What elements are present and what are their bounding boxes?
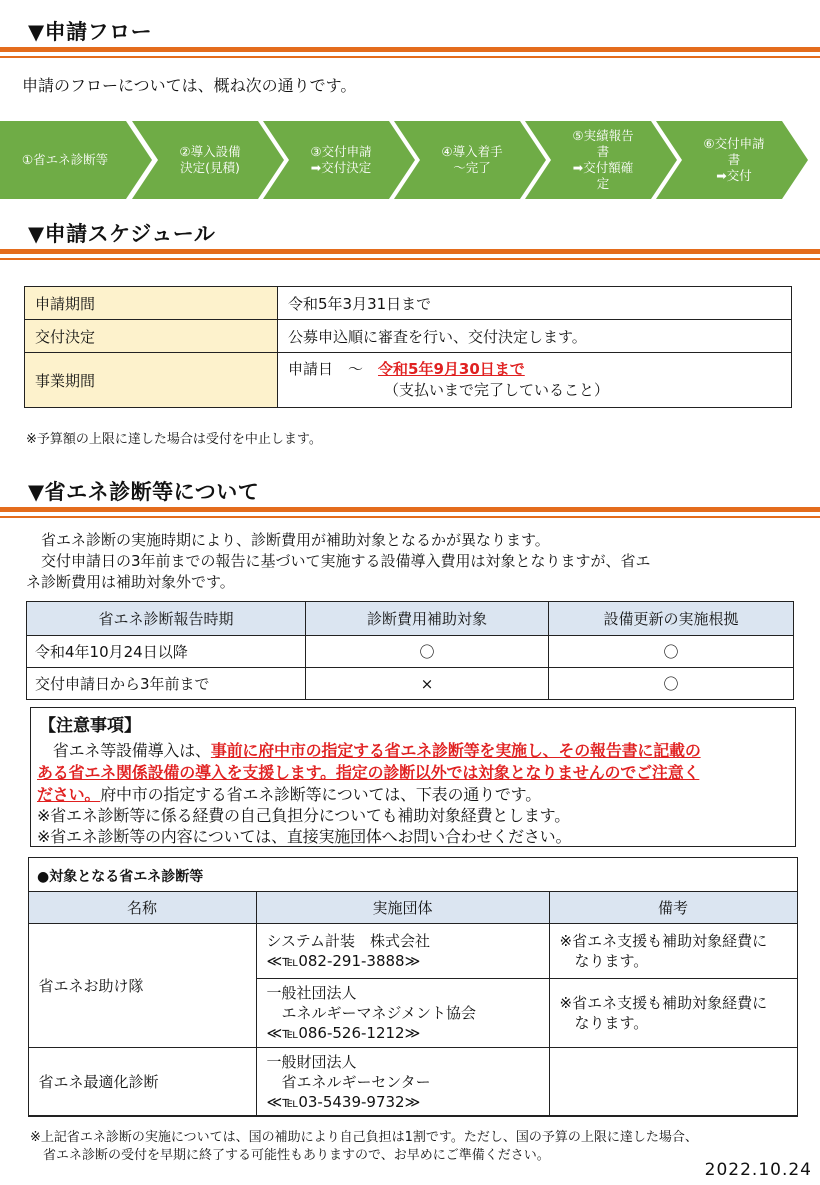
heading-rule [0,47,820,52]
notice-line [37,738,701,761]
schedule-table [24,286,792,408]
diagnosis-paragraph: 省エネ診断の実施時期により、診断費用が補助対象となるかが異なります。 [26,531,550,549]
table-cell: × [306,668,549,700]
column-header: 設備更新の実施根拠 [549,602,794,636]
diagnosis-paragraph: ネ診断費用は補助対象外です。 [26,573,235,591]
table-row [28,924,797,979]
target-table [28,891,798,1117]
column-header: 診断費用補助対象 [306,602,549,636]
notice-title: 【注意事項】 [39,716,141,736]
schedule-label: 申請期間 [25,287,278,320]
table-row [27,636,794,668]
heading-rule [0,516,820,518]
table-row [27,668,794,700]
column-header: 名称 [28,892,256,924]
org-contact: 一般社団法人 エネルギーマネジメント協会 ≪℡086-526-1212≫ [256,979,549,1048]
flow-step-label: ①省エネ診断等 [21,152,109,167]
section-heading-flow: ▼申請フロー [28,20,153,44]
notice-line: ※省エネ診断等の内容については、直接実施団体へお問い合わせください。 [37,827,572,846]
notice-text: 省エネ等設備導入は、 [37,741,211,760]
period-note: （支払いまで完了していること） [384,381,610,399]
notice-emphasis: ある省エネ関係設備の導入を支援します。指定の診断以外では対象となりませんのでご注意く [37,763,700,782]
table-header-row [28,892,797,924]
table-row [25,287,792,320]
flow-step-label: ④導入着手 ～完了 [441,144,503,175]
flow-step-label: ⑤実績報告 書 ➡交付額確 定 [572,128,634,191]
heading-rule [0,258,820,260]
org-contact: 一般財団法人 省エネルギーセンター ≪℡03-5439-9732≫ [256,1048,549,1117]
schedule-label: 事業期間 [25,353,278,408]
footnote: 省エネ診断の受付を早期に終了する可能性もありますので、お早めにご準備ください。 [30,1148,550,1163]
flow-step-label: ⑥交付申請 書 ➡交付 [703,136,765,183]
notice-line: ※省エネ診断等に係る経費の自己負担分についても補助対象経費とします。 [37,806,571,825]
target-caption: ●対象となる省エネ診断等 [37,869,204,885]
schedule-note: ※予算額の上限に達した場合は受付を中止します。 [26,432,322,447]
table-cell: 〇 [306,636,549,668]
table-row [28,1048,797,1117]
schedule-value: 公募申込順に審査を行い、交付決定します。 [278,320,792,353]
notice-text: 府中市の指定する省エネ診断等については、下表の通りです。 [100,785,542,804]
schedule-label: 交付決定 [25,320,278,353]
heading-rule [0,56,820,58]
column-header: 省エネ診断報告時期 [27,602,306,636]
org-contact: システム計装 株式会社 ≪℡082-291-3888≫ [256,924,549,979]
period-deadline: 令和5年9月30日まで [378,360,525,378]
table-row [25,320,792,353]
heading-rule [0,249,820,254]
org-name: 省エネお助け隊 [28,924,256,1048]
notice-emphasis: 事前に府中市の指定する省エネ診断等を実施し、その報告書に記載の [210,741,701,760]
schedule-value [278,353,792,408]
org-note [549,1048,797,1117]
diagnosis-table [26,601,794,700]
table-cell: 〇 [549,668,794,700]
section-heading-diagnosis: ▼省エネ診断等について [28,480,260,504]
target-diagnosis-box [28,857,798,1116]
document-date: 2022.10.24 [704,1160,812,1180]
period-prefix: 申請日 ～ [288,360,379,378]
column-header: 備考 [549,892,797,924]
flow-intro: 申請のフローについては、概ね次の通りです。 [22,76,357,95]
section-heading-schedule: ▼申請スケジュール [28,222,216,246]
flow-step-label: ②導入設備 決定(見積) [179,144,241,175]
column-header: 実施団体 [256,892,549,924]
table-cell: 令和4年10月24日以降 [27,636,306,668]
heading-rule [0,507,820,512]
notice-line [37,760,699,783]
table-header-row [27,602,794,636]
org-note: ※省エネ支援も補助対象経費に なります。 [549,979,797,1048]
table-row [25,353,792,408]
table-cell: 交付申請日から3年前まで [27,668,306,700]
table-cell: 〇 [549,636,794,668]
notice-line [37,782,541,805]
notice-box [30,707,796,847]
footnote: ※上記省エネ診断の実施については、国の補助により自己負担は1割です。ただし、国の予算の上限に達した場合、 [30,1130,698,1145]
notice-emphasis: ださい。 [37,785,101,804]
application-flow [0,121,820,199]
org-note: ※省エネ支援も補助対象経費に なります。 [549,924,797,979]
flow-step-label: ③交付申請 ➡交付決定 [310,144,372,175]
schedule-value: 令和5年3月31日まで [278,287,792,320]
org-name: 省エネ最適化診断 [28,1048,256,1117]
diagnosis-paragraph: 交付申請日の3年前までの報告に基づいて実施する設備導入費用は対象となりますが、省エ [26,552,651,570]
